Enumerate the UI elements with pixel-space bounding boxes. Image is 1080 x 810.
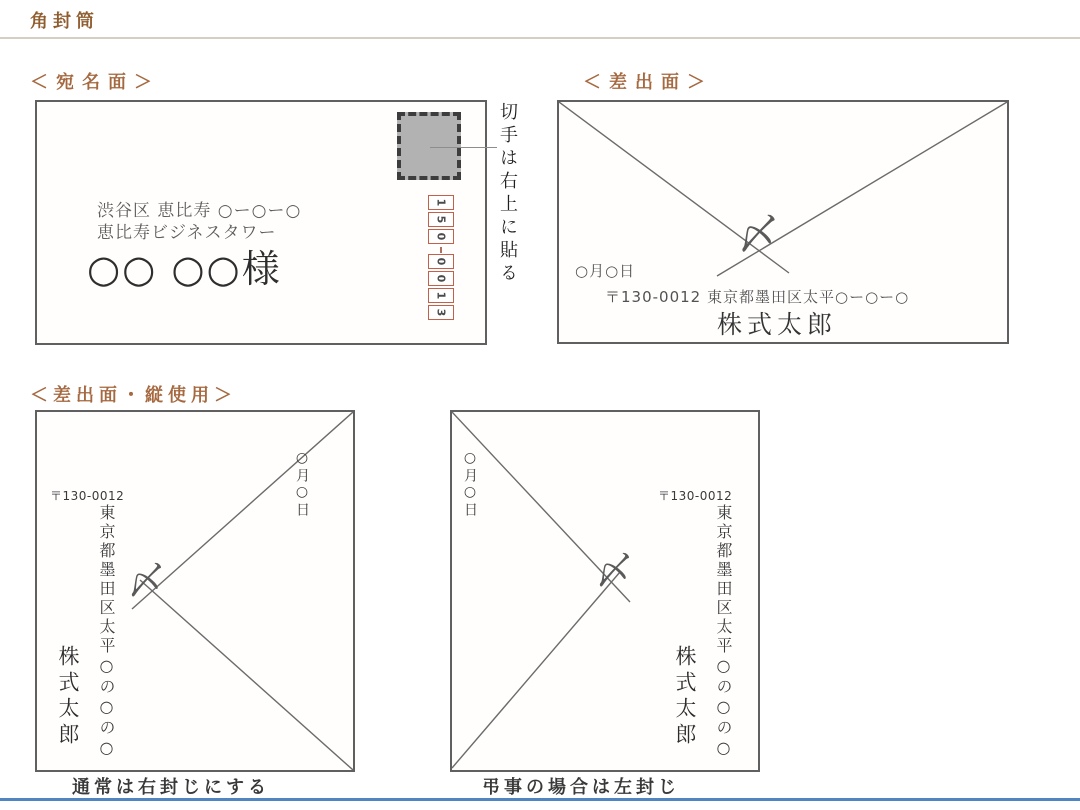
heading-atena-men: ＜宛名面＞	[30, 72, 160, 93]
postal-digit-box	[428, 254, 454, 269]
page-title: 角封筒	[30, 11, 99, 32]
sender-date-vertical: ○月○日	[294, 450, 310, 518]
seal-mark: 〆	[737, 210, 780, 259]
recipient-address-line2: 恵比寿ビジネスタワー	[97, 223, 277, 243]
postal-digit-box	[428, 195, 454, 210]
sender-address-vertical: 東京都墨田区太平○の○の○	[714, 504, 733, 760]
caption-left-seal: 弔事の場合は左封じ	[482, 777, 680, 798]
seal-mark: 〆	[127, 559, 166, 603]
recipient-address-line1: 渋谷区 恵比寿 ○ー○ー○	[97, 201, 302, 221]
caption-right-seal: 通常は右封じにする	[72, 777, 270, 798]
postal-code-boxes	[427, 195, 455, 322]
sender-address-vertical: 東京都墨田区太平○の○の○	[97, 504, 116, 760]
postal-code-dash	[440, 246, 442, 254]
postal-digit-box	[428, 212, 454, 227]
postal-digit: 0	[434, 274, 448, 283]
sender-address: 〒130-0012 東京都墨田区太平○ー○ー○	[605, 288, 910, 306]
postage-stamp	[397, 112, 461, 180]
postal-digit-box	[428, 229, 454, 244]
postal-digit: 3	[434, 308, 448, 317]
envelope-sender-side	[557, 100, 1009, 344]
sender-postal-code: 〒130-0012	[658, 489, 733, 503]
sender-name-vertical: 株式太郎	[56, 645, 80, 749]
heading-sashidashi-men: ＜差出面＞	[583, 72, 713, 93]
stamp-placement-note: 切手は右上に貼る	[497, 102, 518, 286]
envelope-vertical-right-seal	[35, 410, 355, 772]
postal-digit: 0	[434, 232, 448, 241]
title-divider	[0, 37, 1080, 39]
postal-digit: 1	[434, 198, 448, 207]
seal-mark: 〆	[595, 549, 634, 593]
envelope-address-side	[35, 100, 487, 345]
sender-name: 株式太郎	[717, 310, 838, 339]
envelope-vertical-left-seal	[450, 410, 760, 772]
heading-tate-shiyo: ＜差出面・縦使用＞	[30, 385, 237, 406]
postal-digit: 5	[434, 215, 448, 224]
sender-postal-code: 〒130-0012	[50, 489, 125, 503]
sender-date-vertical: ○月○日	[462, 450, 478, 518]
postal-digit-box	[428, 305, 454, 320]
sender-date: ○月○日	[575, 262, 636, 280]
sender-name-vertical: 株式太郎	[673, 645, 697, 749]
postal-digit: 1	[434, 291, 448, 300]
postal-digit: 0	[434, 257, 448, 266]
postal-digit-box	[428, 288, 454, 303]
postal-digit-box	[428, 271, 454, 286]
recipient-name: ○○ ○○様	[87, 247, 282, 291]
stamp-pointer-line	[430, 147, 497, 148]
